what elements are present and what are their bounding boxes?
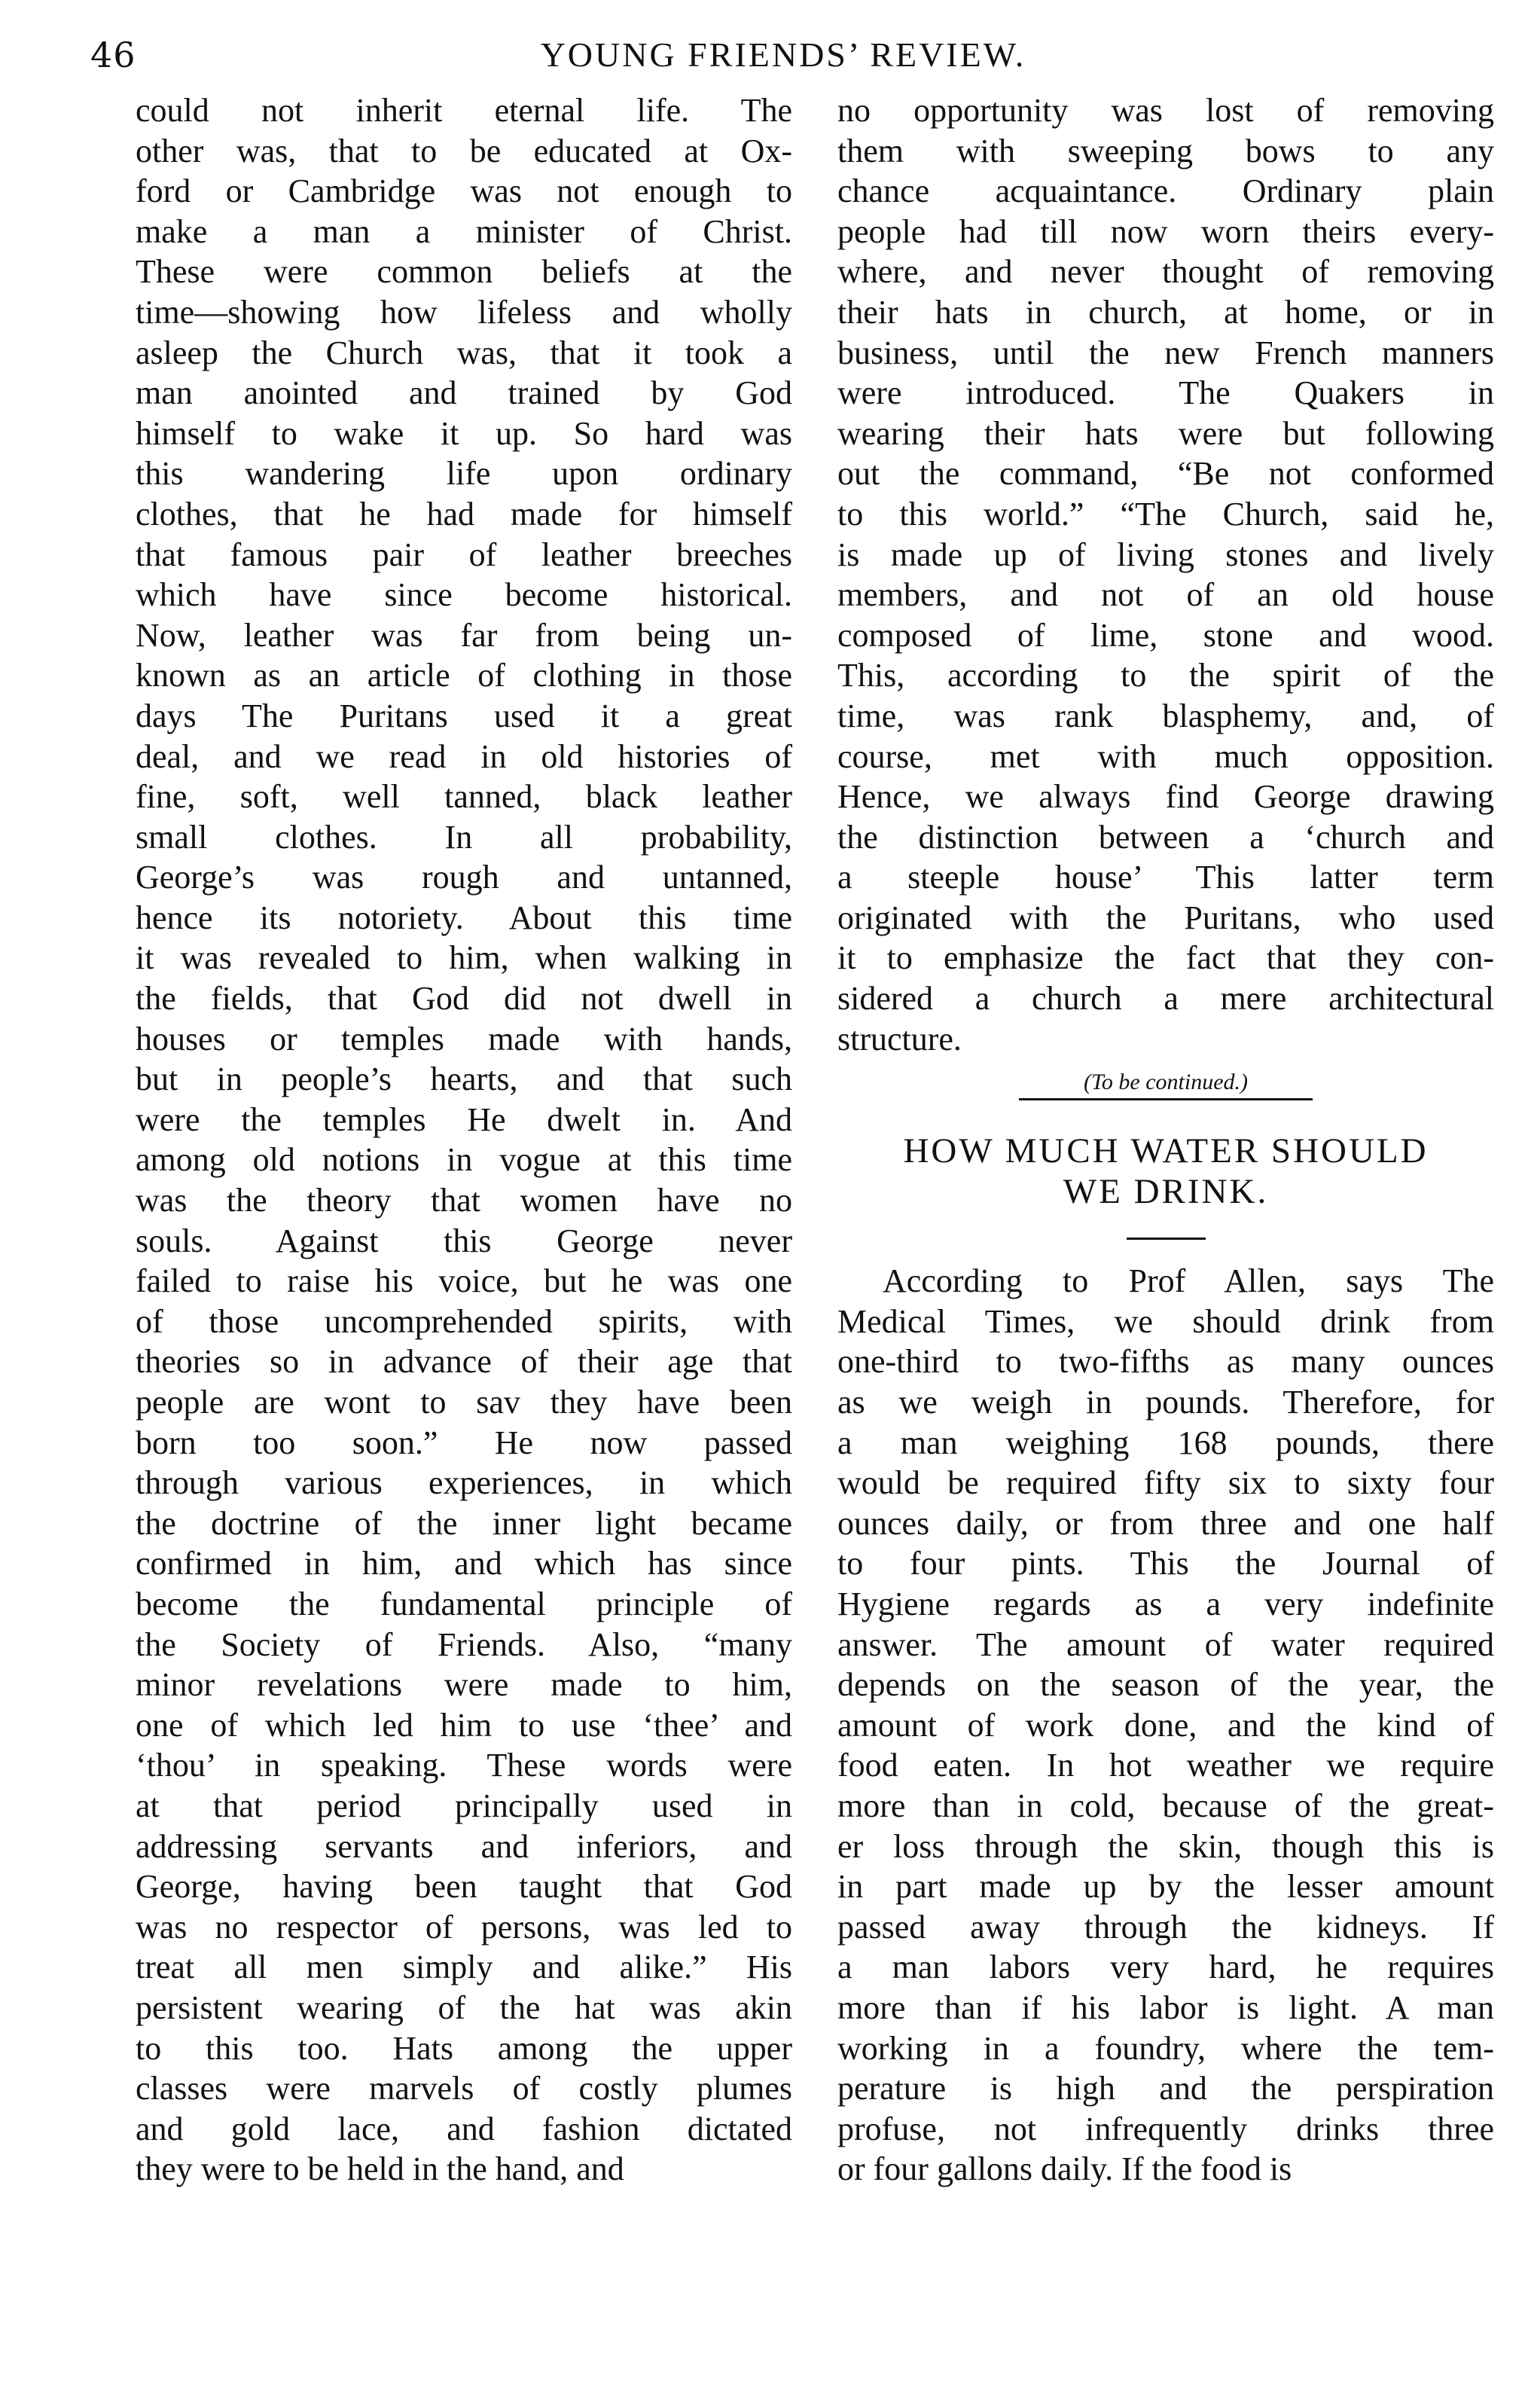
text-line: composed of lime, stone and wood. [837, 616, 1494, 654]
text-line: other was, that to be educated at Ox- [136, 132, 792, 169]
text-line: more than in cold, because of the great- [837, 1787, 1494, 1824]
text-line: Hygiene regards as a very indefinite [837, 1585, 1494, 1622]
text-line: a man weighing 168 pounds, there [837, 1424, 1494, 1461]
page-header [90, 29, 1476, 81]
text-line: time—showing how lifeless and wholly [136, 293, 792, 331]
journal-title: YOUNG FRIENDS’ REVIEW. [540, 35, 1026, 74]
text-line: were introduced. The Quakers in [837, 374, 1494, 412]
text-line: a steeple house’ This latter term [837, 859, 1494, 896]
text-line: they were to be held in the hand, and [136, 2150, 624, 2188]
text-line: treat all men simply and alike.” His [136, 1949, 792, 1986]
text-line: to this too. Hats among the upper [136, 2029, 792, 2067]
text-line: depends on the season of the year, the [837, 1666, 1494, 1704]
text-line: where, and never thought of removing [837, 253, 1494, 291]
text-line: clothes, that he had made for himself [136, 495, 792, 533]
text-line: born too soon.” He now passed [136, 1424, 792, 1461]
text-line: at that period principally used in [136, 1787, 792, 1824]
text-line: one-third to two-fifths as many ounces [837, 1343, 1494, 1381]
text-line: the fields, that God did not dwell in [136, 980, 792, 1018]
text-line: them with sweeping bows to any [837, 132, 1494, 169]
text-line: ‘thou’ in speaking. These words were [136, 1747, 792, 1784]
article-title-line-1: HOW MUCH WATER SHOULD [903, 1131, 1429, 1171]
text-line: would be required fifty six to sixty four [837, 1464, 1494, 1502]
text-line: Hence, we always find George drawing [837, 778, 1494, 816]
text-line: hence its notoriety. About this time [136, 899, 792, 936]
text-line: failed to raise his voice, but he was one [136, 1262, 792, 1300]
essay-continuation [837, 90, 1494, 1059]
text-line: small clothes. In all probability, [136, 818, 792, 856]
text-line: Medical Times, we should drink from [837, 1302, 1494, 1340]
text-line: this wandering life upon ordinary [136, 455, 792, 493]
text-line: the Society of Friends. Also, “many [136, 1625, 792, 1663]
text-line: were the temples He dwelt in. And [136, 1100, 792, 1138]
text-line: which have since become historical. [136, 576, 792, 614]
text-line: This, according to the spirit of the [837, 657, 1494, 694]
article-title-line-2: WE DRINK. [1063, 1172, 1269, 1212]
text-line: persistent wearing of the hat was akin [136, 1988, 792, 2026]
text-line: of those uncomprehended spirits, with [136, 1302, 792, 1340]
text-line: is made up of living stones and lively [837, 536, 1494, 573]
text-line: perature is high and the perspiration [837, 2070, 1494, 2107]
text-line: business, until the new French manners [837, 334, 1494, 371]
left-column [136, 90, 792, 2190]
right-column [837, 90, 1494, 2190]
text-line: their hats in church, at home, or in [837, 293, 1494, 331]
title-rule [1127, 1238, 1206, 1240]
page-number: 46 [90, 35, 136, 75]
text-line: souls. Against this George never [136, 1222, 792, 1259]
text-line: people are wont to sav they have been [136, 1384, 792, 1421]
article-body [837, 1261, 1494, 2190]
text-line: one of which led him to use ‘thee’ and [136, 1706, 792, 1744]
text-line: ford or Cambridge was not enough to [136, 172, 792, 210]
text-line: or four gallons daily. If the food is [837, 2150, 1292, 2188]
text-line: er loss through the skin, though this is [837, 1827, 1494, 1865]
text-line: profuse, not infrequently drinks three [837, 2110, 1494, 2147]
text-line: ounces daily, or from three and one half [837, 1504, 1494, 1542]
text-line: theories so in advance of their age that [136, 1343, 792, 1381]
text-line: Now, leather was far from being un- [136, 616, 792, 654]
text-line: that famous pair of leather breeches [136, 536, 792, 573]
text-line: addressing servants and inferiors, and [136, 1827, 792, 1865]
text-line: known as an article of clothing in those [136, 657, 792, 694]
text-line: members, and not of an old house [837, 576, 1494, 614]
text-line: amount of work done, and the kind of [837, 1706, 1494, 1744]
text-line: more than if his labor is light. A man [837, 1988, 1494, 2026]
article-title [837, 1131, 1494, 1212]
text-line: as we weigh in pounds. Therefore, for [837, 1384, 1494, 1421]
text-line: become the fundamental principle of [136, 1585, 792, 1622]
text-line: and gold lace, and fashion dictated [136, 2110, 792, 2147]
text-line: answer. The amount of water required [837, 1625, 1494, 1663]
text-line: was no respector of persons, was led to [136, 1908, 792, 1946]
text-line: fine, soft, well tanned, black leather [136, 778, 792, 816]
text-line: days The Puritans used it a great [136, 697, 792, 734]
text-line: time, was rank blasphemy, and, of [837, 697, 1494, 734]
text-line: to four pints. This the Journal of [837, 1545, 1494, 1582]
text-line: chance acquaintance. Ordinary plain [837, 172, 1494, 210]
section-divider [1019, 1098, 1313, 1100]
to-be-continued-note: (To be continued.) [1083, 1070, 1249, 1095]
text-line: man anointed and trained by God [136, 374, 792, 412]
text-line: course, met with much opposition. [837, 737, 1494, 775]
text-line: sidered a church a mere architectural [837, 980, 1494, 1018]
text-line: in part made up by the lesser amount [837, 1868, 1494, 1906]
text-line: confirmed in him, and which has since [136, 1545, 792, 1582]
text-line: through various experiences, in which [136, 1464, 792, 1502]
text-line: originated with the Puritans, who used [837, 899, 1494, 936]
text-line: people had till now worn theirs every- [837, 212, 1494, 250]
text-line: asleep the Church was, that it took a [136, 334, 792, 371]
text-line: out the command, “Be not conformed [837, 455, 1494, 493]
text-line: was the theory that women have no [136, 1182, 792, 1219]
text-line: houses or temples made with hands, [136, 1020, 792, 1058]
text-line: These were common beliefs at the [136, 253, 792, 291]
text-line: a man labors very hard, he requires [837, 1949, 1494, 1986]
text-line: could not inherit eternal life. The [136, 92, 792, 129]
text-line: himself to wake it up. So hard was [136, 414, 792, 452]
text-line: the distinction between a ‘church and [837, 818, 1494, 856]
text-line: working in a foundry, where the tem- [837, 2029, 1494, 2067]
text-line: classes were marvels of costly plumes [136, 2070, 792, 2107]
text-line: to this world.” “The Church, said he, [837, 495, 1494, 533]
text-line: food eaten. In hot weather we require [837, 1747, 1494, 1784]
text-line: the doctrine of the inner light became [136, 1504, 792, 1542]
text-line: deal, and we read in old histories of [136, 737, 792, 775]
text-line: it to emphasize the fact that they con- [837, 939, 1494, 977]
text-line: make a man a minister of Christ. [136, 212, 792, 250]
text-line: among old notions in vogue at this time [136, 1141, 792, 1179]
text-line: According to Prof Allen, says The [883, 1262, 1494, 1300]
text-line: George, having been taught that God [136, 1868, 792, 1906]
text-line: but in people’s hearts, and that such [136, 1061, 792, 1098]
text-line: George’s was rough and untanned, [136, 859, 792, 896]
text-line: minor revelations were made to him, [136, 1666, 792, 1704]
text-line: wearing their hats were but following [837, 414, 1494, 452]
text-line: no opportunity was lost of removing [837, 92, 1494, 129]
text-line: structure. [837, 1020, 962, 1058]
text-line: passed away through the kidneys. If [837, 1908, 1494, 1946]
text-line: it was revealed to him, when walking in [136, 939, 792, 977]
